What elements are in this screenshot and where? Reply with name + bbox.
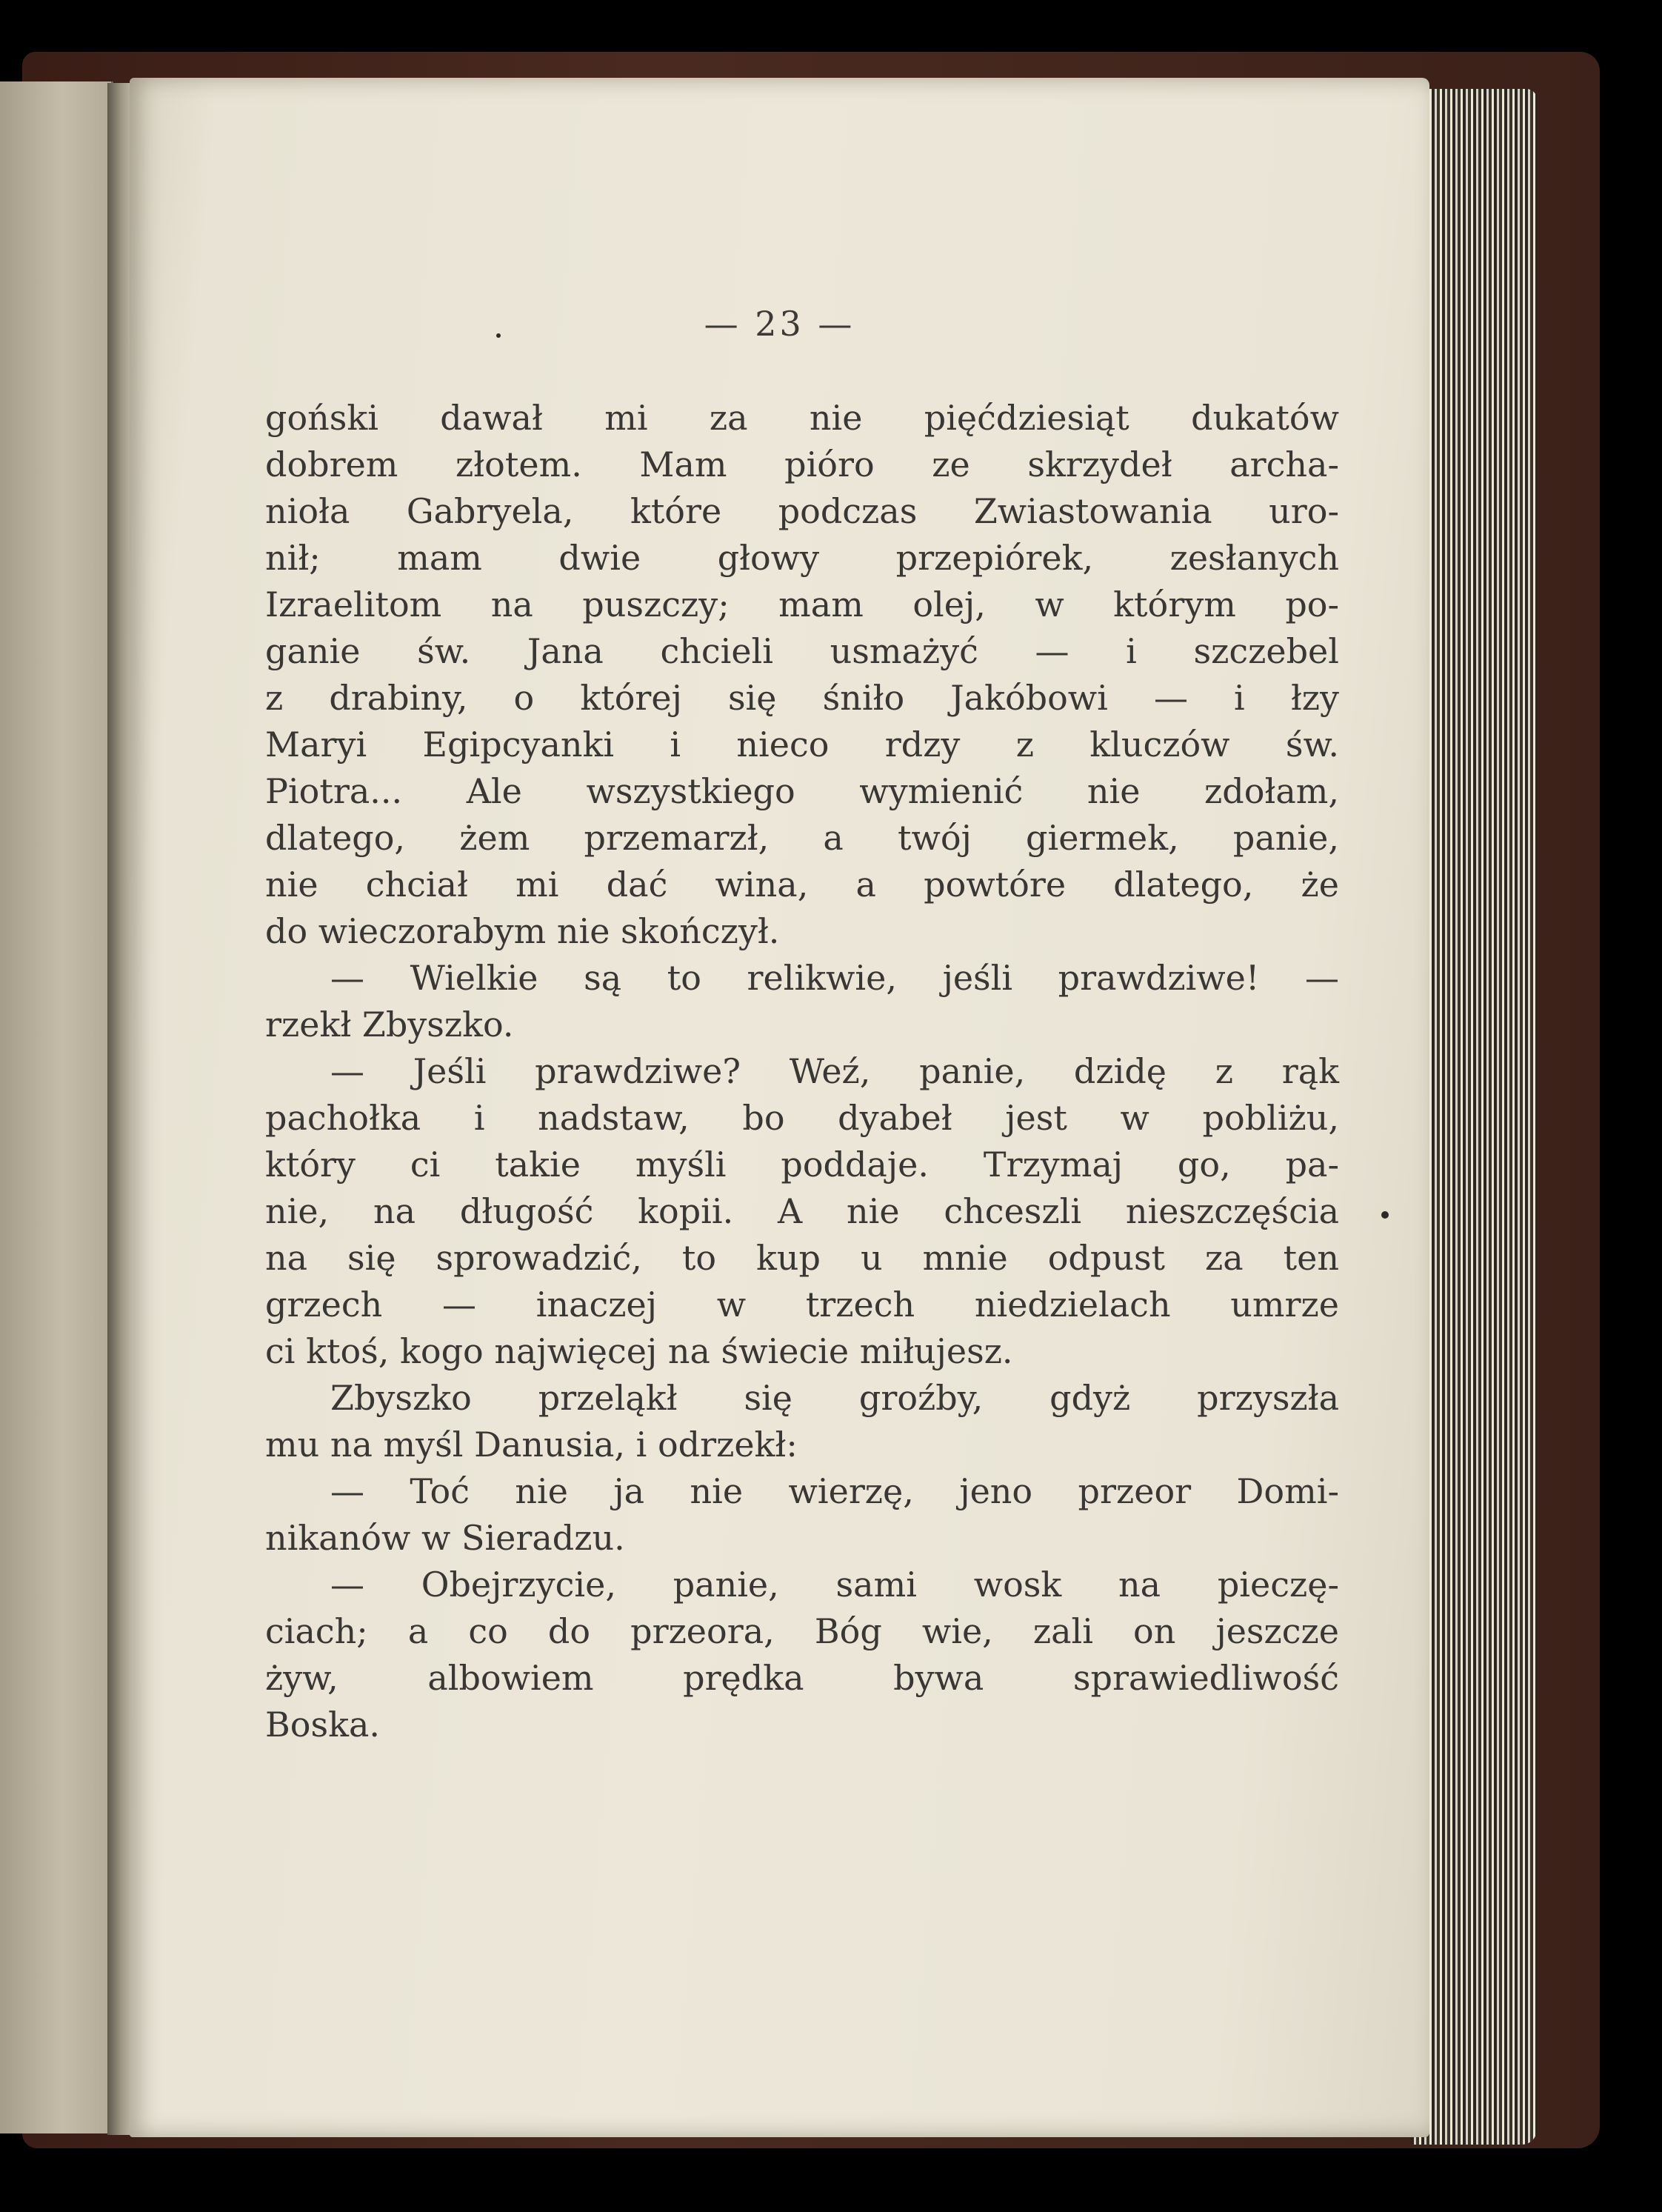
text-line: grzech — inaczej w trzech niedzielach umrze [265,1285,1339,1325]
text-line: — Jeśli prawdziwe? Weź, panie, dzidę z rąk [330,1051,1339,1091]
text-line: dlatego, żem przemarzł, a twój giermek, panie, [265,818,1339,858]
text-line: nioła Gabryela, które podczas Zwiastowania uro- [265,491,1339,531]
text-line: Piotra... Ale wszystkiego wymienić nie zdołam, [265,771,1339,811]
text-line: z drabiny, o której się śniło Jakóbowi — i łzy [265,678,1339,718]
text-line: goński dawał mi za nie pięćdziesiąt dukatów [265,398,1339,438]
text-line: do wieczorabym nie skończył. [265,911,780,951]
text-line: — Obejrzycie, panie, sami wosk na pieczę- [330,1565,1339,1605]
text-line: żyw, albowiem prędka bywa sprawiedliwość [265,1658,1339,1698]
book-page [130,78,1429,2137]
text-line: nie, na długość kopii. A nie chceszli nieszczęścia [265,1191,1339,1231]
paper-speck [496,333,501,338]
paper-speck [1381,1211,1389,1219]
text-line: Boska. [265,1705,381,1745]
text-line: nikanów w Sieradzu. [265,1518,625,1558]
text-line: Zbyszko przeląkł się groźby, gdyż przyszła [330,1378,1339,1418]
text-line: ciach; a co do przeora, Bóg wie, zali on jeszcze [265,1611,1339,1651]
text-line: — Wielkie są to relikwie, jeśli prawdziwe! — [330,958,1339,998]
text-line: pachołka i nadstaw, bo dyabeł jest w pobliżu, [265,1098,1339,1138]
text-line: Maryi Egipcyanki i nieco rdzy z kluczów św. [265,724,1339,764]
text-line: który ci takie myśli poddaje. Trzymaj go, pa- [265,1145,1339,1185]
text-line: dobrem złotem. Mam pióro ze skrzydeł archa- [265,444,1339,484]
text-line: ci ktoś, kogo najwięcej na świecie miłujesz. [265,1331,1013,1371]
page-number: — 23 — [704,304,855,344]
text-line: Izraelitom na puszczy; mam olej, w którym po- [265,584,1339,624]
left-page [0,81,113,2133]
text-line: na się sprowadzić, to kup u mnie odpust za ten [265,1238,1339,1278]
text-line: rzekł Zbyszko. [265,1005,514,1045]
text-line: — Toć nie ja nie wierzę, jeno przeor Domi- [330,1471,1339,1511]
page-text [265,395,1339,1748]
text-line: ganie św. Jana chcieli usmażyć — i szczebel [265,631,1339,671]
text-line: nie chciał mi dać wina, a powtóre dlatego, że [265,865,1339,905]
page-edges [1411,89,1537,2145]
text-line: mu na myśl Danusia, i odrzekł: [265,1425,798,1465]
text-line: nił; mam dwie głowy przepiórek, zesłanych [265,538,1339,578]
